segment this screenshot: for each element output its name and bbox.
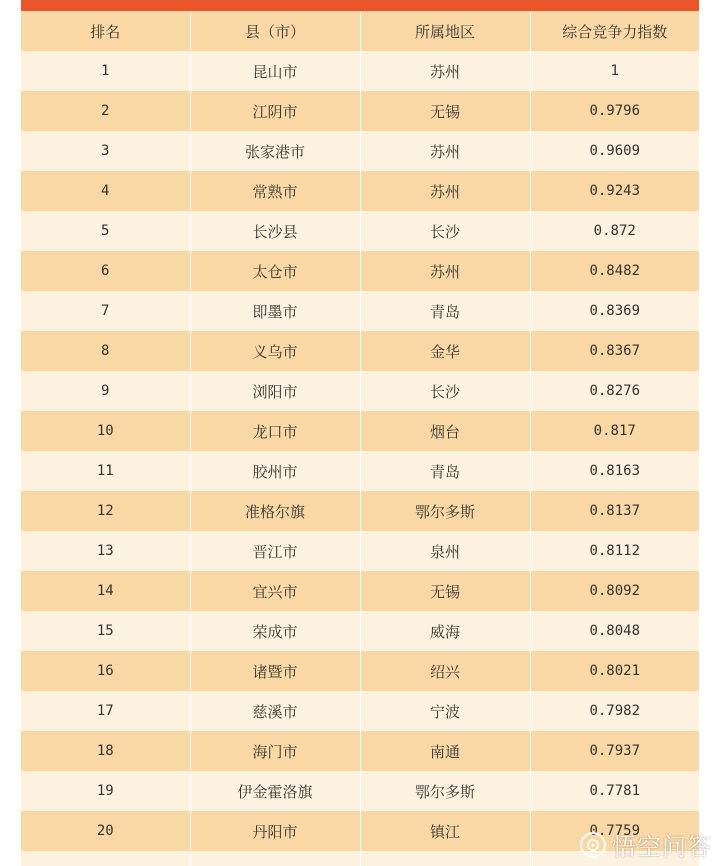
table-row [21,371,699,411]
cell-region: 南通 [360,731,530,771]
table-row [21,611,699,651]
cell-rank: 3 [21,131,190,171]
cell-rank: 7 [21,291,190,331]
header-rank: 排名 [21,11,190,51]
cell-region: 青岛 [360,291,530,331]
table-row [21,171,699,211]
watermark-text: 悟空问答 [612,833,712,861]
cell-index: 0.8092 [589,583,641,599]
cell-index: 0.8112 [589,543,641,559]
cell-region: 苏州 [360,131,530,171]
cell-county: 常熟市 [190,171,360,211]
ranking-table-container [21,11,699,866]
cell-rank: 2 [21,91,190,131]
cell-index: 0.8369 [589,303,641,319]
cell-rank: 20 [21,811,190,851]
cell-region: 长沙 [360,371,530,411]
cell-index: 0.7759 [589,823,641,839]
cell-rank: 4 [21,171,190,211]
cell-index: 0.8367 [589,343,641,359]
cell-index: 0.8137 [589,503,641,519]
table-row [21,131,699,171]
cell-index: 0.8482 [589,263,641,279]
table-row [21,531,699,571]
cell-region: 苏州 [360,171,530,211]
cell-county: 张家港市 [190,131,360,171]
table-row [21,291,699,331]
cell-region: 无锡 [360,91,530,131]
cell-index: 0.8163 [589,463,641,479]
cell-region: 金华 [360,331,530,371]
cell-index: 1 [610,63,619,79]
table-row [21,571,699,611]
cell-region: 无锡 [360,571,530,611]
accent-bar [21,0,699,11]
cell-county: 海门市 [190,731,360,771]
cell-region: 苏州 [360,251,530,291]
cell-rank: 13 [21,531,190,571]
table-header-row [21,11,699,51]
cell-county: 义乌市 [190,331,360,371]
table-row [21,771,699,811]
cell-rank: 15 [21,611,190,651]
cell-county: 宜兴市 [190,571,360,611]
cell-region: 烟台 [360,411,530,451]
cell-index: 0.9609 [589,143,641,159]
cell-rank: 1 [21,51,190,91]
cell-county: 伊金霍洛旗 [190,771,360,811]
cell-region: 威海 [360,611,530,651]
cell-county: 晋江市 [190,531,360,571]
cell-county: 太仓市 [190,251,360,291]
cell-rank: 11 [21,451,190,491]
cell-county: 昆山市 [190,51,360,91]
cell-region: 鄂尔多斯 [360,771,530,811]
cell-region: 泉州 [360,531,530,571]
header-region: 所属地区 [360,11,530,51]
cell-county: 慈溪市 [190,691,360,731]
cell-rank: 16 [21,651,190,691]
cell-index: 0.872 [593,223,636,239]
table-row [21,731,699,771]
cell-rank: 18 [21,731,190,771]
cell-region [360,851,530,866]
cell-region: 宁波 [360,691,530,731]
cell-index: 0.7781 [589,783,641,799]
cell-county: 龙口市 [190,411,360,451]
cell-rank: 14 [21,571,190,611]
cell-county: 即墨市 [190,291,360,331]
cell-index: 0.817 [593,423,636,439]
cell-rank: 12 [21,491,190,531]
cell-rank: 10 [21,411,190,451]
cell-county: 长沙县 [190,211,360,251]
cell-index: 0.8048 [589,623,641,639]
cell-region: 青岛 [360,451,530,491]
table-row [21,331,699,371]
cell-county: 江阴市 [190,91,360,131]
cell-index: 0.8276 [589,383,641,399]
cell-county: 丹阳市 [190,811,360,851]
cell-rank: 8 [21,331,190,371]
table-row [21,411,699,451]
cell-region: 绍兴 [360,651,530,691]
table-row [21,451,699,491]
cell-county: 荣成市 [190,611,360,651]
cell-county [190,851,360,866]
cell-rank: 6 [21,251,190,291]
cell-index: 0.7937 [589,743,641,759]
cell-index: 0.9796 [589,103,641,119]
cell-rank: 17 [21,691,190,731]
wukong-logo-icon [580,832,606,858]
cell-rank: 9 [21,371,190,411]
table-row [21,491,699,531]
cell-rank [21,851,190,866]
table-row [21,91,699,131]
table-row [21,251,699,291]
table-row [21,651,699,691]
ranking-table [21,11,699,866]
cell-index: 0.8021 [589,663,641,679]
header-county: 县（市） [190,11,360,51]
header-index: 综合竞争力指数 [562,22,668,41]
table-body [21,51,699,866]
table-row [21,691,699,731]
cell-rank: 5 [21,211,190,251]
table-row [21,211,699,251]
cell-region: 鄂尔多斯 [360,491,530,531]
cell-index: 0.7982 [589,703,641,719]
cell-region: 镇江 [360,811,530,851]
cell-county: 准格尔旗 [190,491,360,531]
cell-index: 0.9243 [589,183,641,199]
watermark [580,827,712,862]
cell-region: 长沙 [360,211,530,251]
table-row [21,51,699,91]
cell-county: 诸暨市 [190,651,360,691]
cell-region: 苏州 [360,51,530,91]
cell-county: 浏阳市 [190,371,360,411]
cell-rank: 19 [21,771,190,811]
cell-county: 胶州市 [190,451,360,491]
